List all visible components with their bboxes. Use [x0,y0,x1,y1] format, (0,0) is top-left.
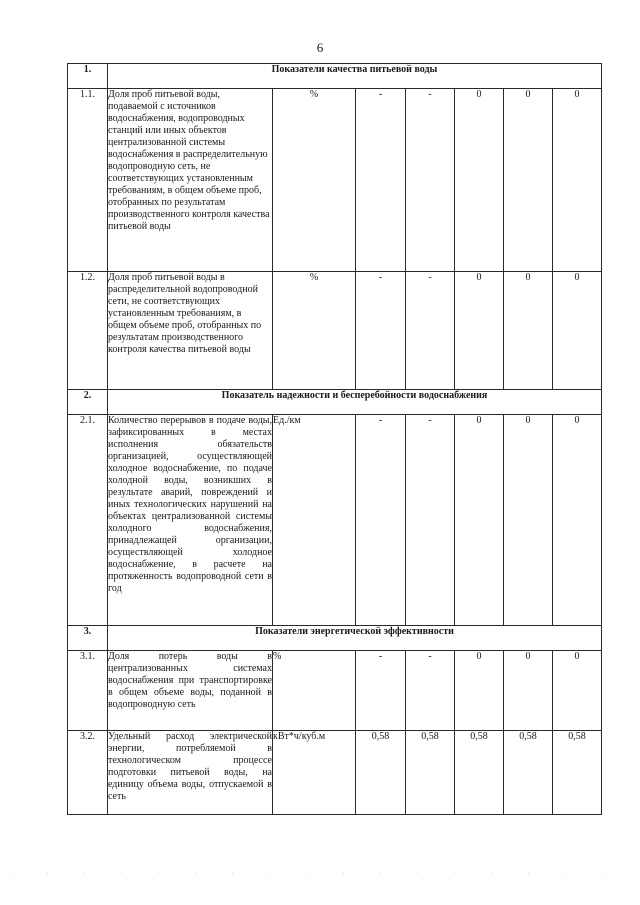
value-cell: 0,58 [356,731,406,815]
row-number: 2.1. [68,415,108,626]
section-header-row [68,626,602,651]
unit-cell: % [273,272,356,390]
row-number: 1.2. [68,272,108,390]
indicator-description: Доля проб питьевой воды в распределительной водопроводной сети, не соответствующих установленным требованиям, в общем объеме проб, отобранных по результатам производственного контроля качества питьевой воды [108,272,273,390]
value-cell: - [356,651,406,731]
value-cell: - [356,89,406,272]
value-cell: 0 [553,415,602,626]
indicators-table [67,63,602,815]
table-row [68,89,602,272]
indicator-description: Количество перерывов в подаче воды, зафиксированных в местах исполнения обязательств организацией, осуществляющей холодное водоснабжение, по подаче холодной воды, возникших в результате аварий, повреждений и иных технологических нарушений на объектах централизованной системы холодного водоснабжения, принадлежащей организации, осуществляющей холодное водоснабжение, в расчете на протяженность водопроводной сети в год [108,415,273,626]
value-cell: - [406,651,455,731]
value-cell: - [406,89,455,272]
value-cell: - [406,272,455,390]
value-cell: - [406,415,455,626]
table-row [68,731,602,815]
unit-cell: Ед./км [273,415,356,626]
row-number: 1.1. [68,89,108,272]
value-cell: 0 [553,89,602,272]
unit-cell: кВт*ч/куб.м [273,731,356,815]
section-header-row [68,390,602,415]
value-cell: 0,58 [553,731,602,815]
value-cell: 0 [455,651,504,731]
value-cell: 0,58 [455,731,504,815]
value-cell: 0,58 [504,731,553,815]
row-number: 3.1. [68,651,108,731]
value-cell: 0 [553,272,602,390]
value-cell: 0 [455,415,504,626]
section-title: Показатель надежности и бесперебойности водоснабжения [108,390,602,415]
indicator-description: Доля потерь воды в централизованных системах водоснабжения при транспортировке в общем объеме воды, поданной в водопроводную сеть [108,651,273,731]
unit-cell: % [273,89,356,272]
value-cell: 0 [504,415,553,626]
value-cell: 0 [504,651,553,731]
value-cell: 0 [455,272,504,390]
table-row [68,415,602,626]
table-row [68,272,602,390]
section-number: 3. [68,626,108,651]
value-cell: 0 [504,89,553,272]
unit-cell: % [273,651,356,731]
indicator-description: Доля проб питьевой воды, подаваемой с источников водоснабжения, водопроводных станций или иных объектов централизованной системы водоснабжения в распределительную водопроводную сеть, не соответствующих установленным требованиям, в общем объеме проб, отобранных по результатам производственного контроля качества питьевой воды [108,89,273,272]
value-cell: 0,58 [406,731,455,815]
table-row [68,651,602,731]
section-title: Показатели энергетической эффективности [108,626,602,651]
value-cell: 0 [504,272,553,390]
value-cell: - [356,415,406,626]
row-number: 3.2. [68,731,108,815]
page-number: 6 [316,40,324,55]
value-cell: 0 [553,651,602,731]
value-cell: - [356,272,406,390]
indicator-description: Удельный расход электрической энергии, потребляемой в технологическом процессе подготовки питьевой воды, на единицу объема воды, отпускаемой в сеть [108,731,273,815]
section-title: Показатели качества питьевой воды [108,64,602,89]
section-number: 2. [68,390,108,415]
value-cell: 0 [455,89,504,272]
scan-artifact-line [10,873,630,874]
section-number: 1. [68,64,108,89]
section-header-row [68,64,602,89]
